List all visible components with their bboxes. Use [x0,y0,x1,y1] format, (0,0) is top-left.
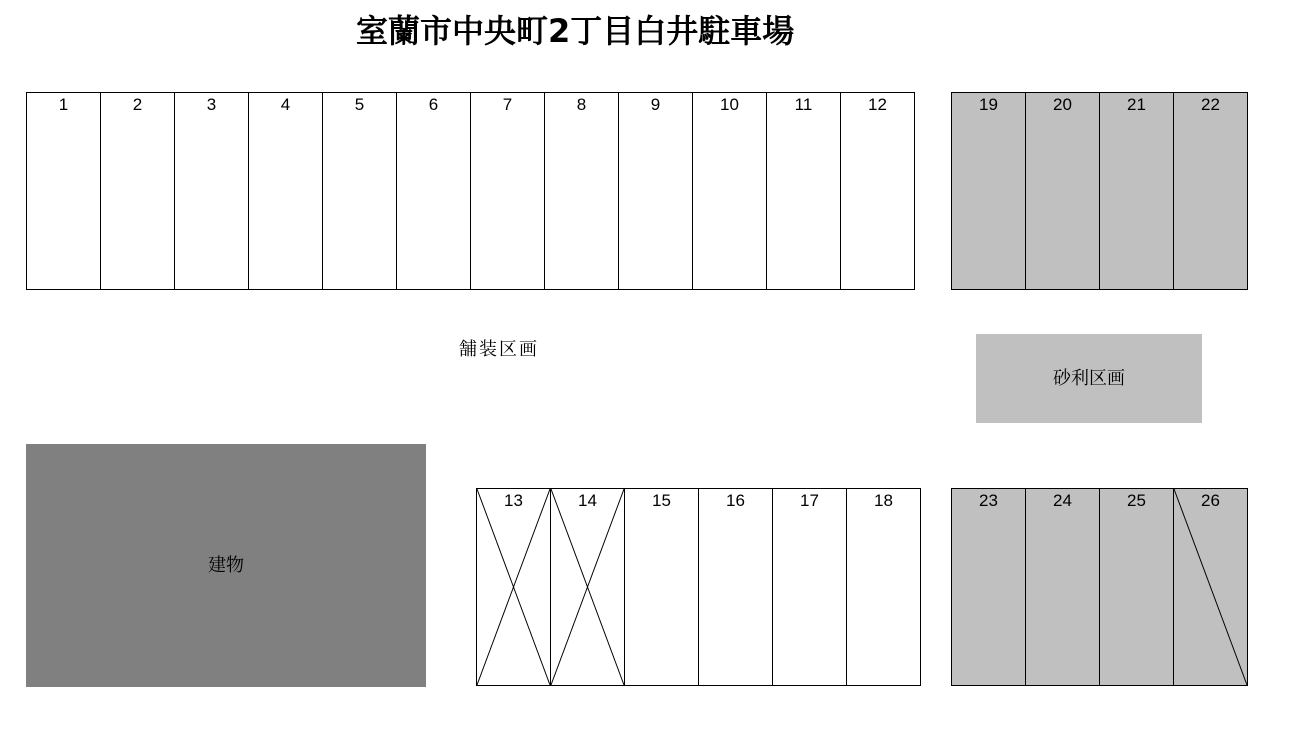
space-number: 20 [1053,95,1072,114]
space-number: 19 [979,95,998,114]
cross-mark-icon [551,489,624,685]
space-number: 14 [578,491,597,510]
space-number: 1 [58,95,69,114]
row-top-gravel [951,92,1248,290]
parking-space[interactable] [100,92,175,290]
paved-area-label: 舗装区画 [459,339,539,360]
space-number: 25 [1127,491,1146,510]
parking-space[interactable] [1025,92,1100,290]
space-number: 6 [428,95,439,114]
space-number: 18 [874,491,893,510]
space-number: 22 [1201,95,1220,114]
parking-space[interactable] [26,92,101,290]
parking-space[interactable] [951,488,1026,686]
space-number: 9 [650,95,661,114]
row-bottom-paved [476,488,921,686]
space-number: 21 [1127,95,1146,114]
parking-space[interactable] [951,92,1026,290]
space-number: 26 [1201,491,1220,510]
parking-space[interactable] [470,92,545,290]
parking-space[interactable] [248,92,323,290]
page-title: 室蘭市中央町2丁目白井駐車場 [356,12,795,50]
parking-space[interactable] [1173,92,1248,290]
space-number: 7 [502,95,513,114]
parking-space-partial[interactable] [1173,488,1248,686]
space-number: 24 [1053,491,1072,510]
parking-space[interactable] [624,488,699,686]
space-number: 17 [800,491,819,510]
space-number: 16 [726,491,745,510]
parking-space[interactable] [698,488,773,686]
parking-space[interactable] [1099,488,1174,686]
space-number: 5 [354,95,365,114]
parking-space[interactable] [772,488,847,686]
parking-space[interactable] [618,92,693,290]
building-label: 建物 [208,554,244,576]
parking-space[interactable] [1099,92,1174,290]
diagonal-line-icon [1174,489,1247,685]
space-number: 3 [206,95,217,114]
parking-space[interactable] [396,92,471,290]
building [26,444,426,687]
space-number: 11 [794,95,813,114]
parking-space[interactable] [174,92,249,290]
space-number: 2 [132,95,143,114]
space-number: 15 [652,491,671,510]
parking-space[interactable] [322,92,397,290]
parking-space[interactable] [1025,488,1100,686]
parking-space-unavailable[interactable] [550,488,625,686]
parking-space[interactable] [846,488,921,686]
space-number: 23 [979,491,998,510]
space-number: 13 [504,491,523,510]
parking-space[interactable] [840,92,915,290]
gravel-area-label: 砂利区画 [1053,367,1125,389]
space-number: 10 [720,95,739,114]
parking-space[interactable] [692,92,767,290]
gravel-area [976,334,1202,423]
space-number: 4 [280,95,291,114]
cross-mark-icon [477,489,550,685]
space-number: 8 [576,95,587,114]
space-number: 12 [868,95,887,114]
row-top-paved [26,92,915,290]
row-bottom-gravel [951,488,1248,686]
parking-space[interactable] [766,92,841,290]
parking-space[interactable] [544,92,619,290]
parking-space-unavailable[interactable] [476,488,551,686]
